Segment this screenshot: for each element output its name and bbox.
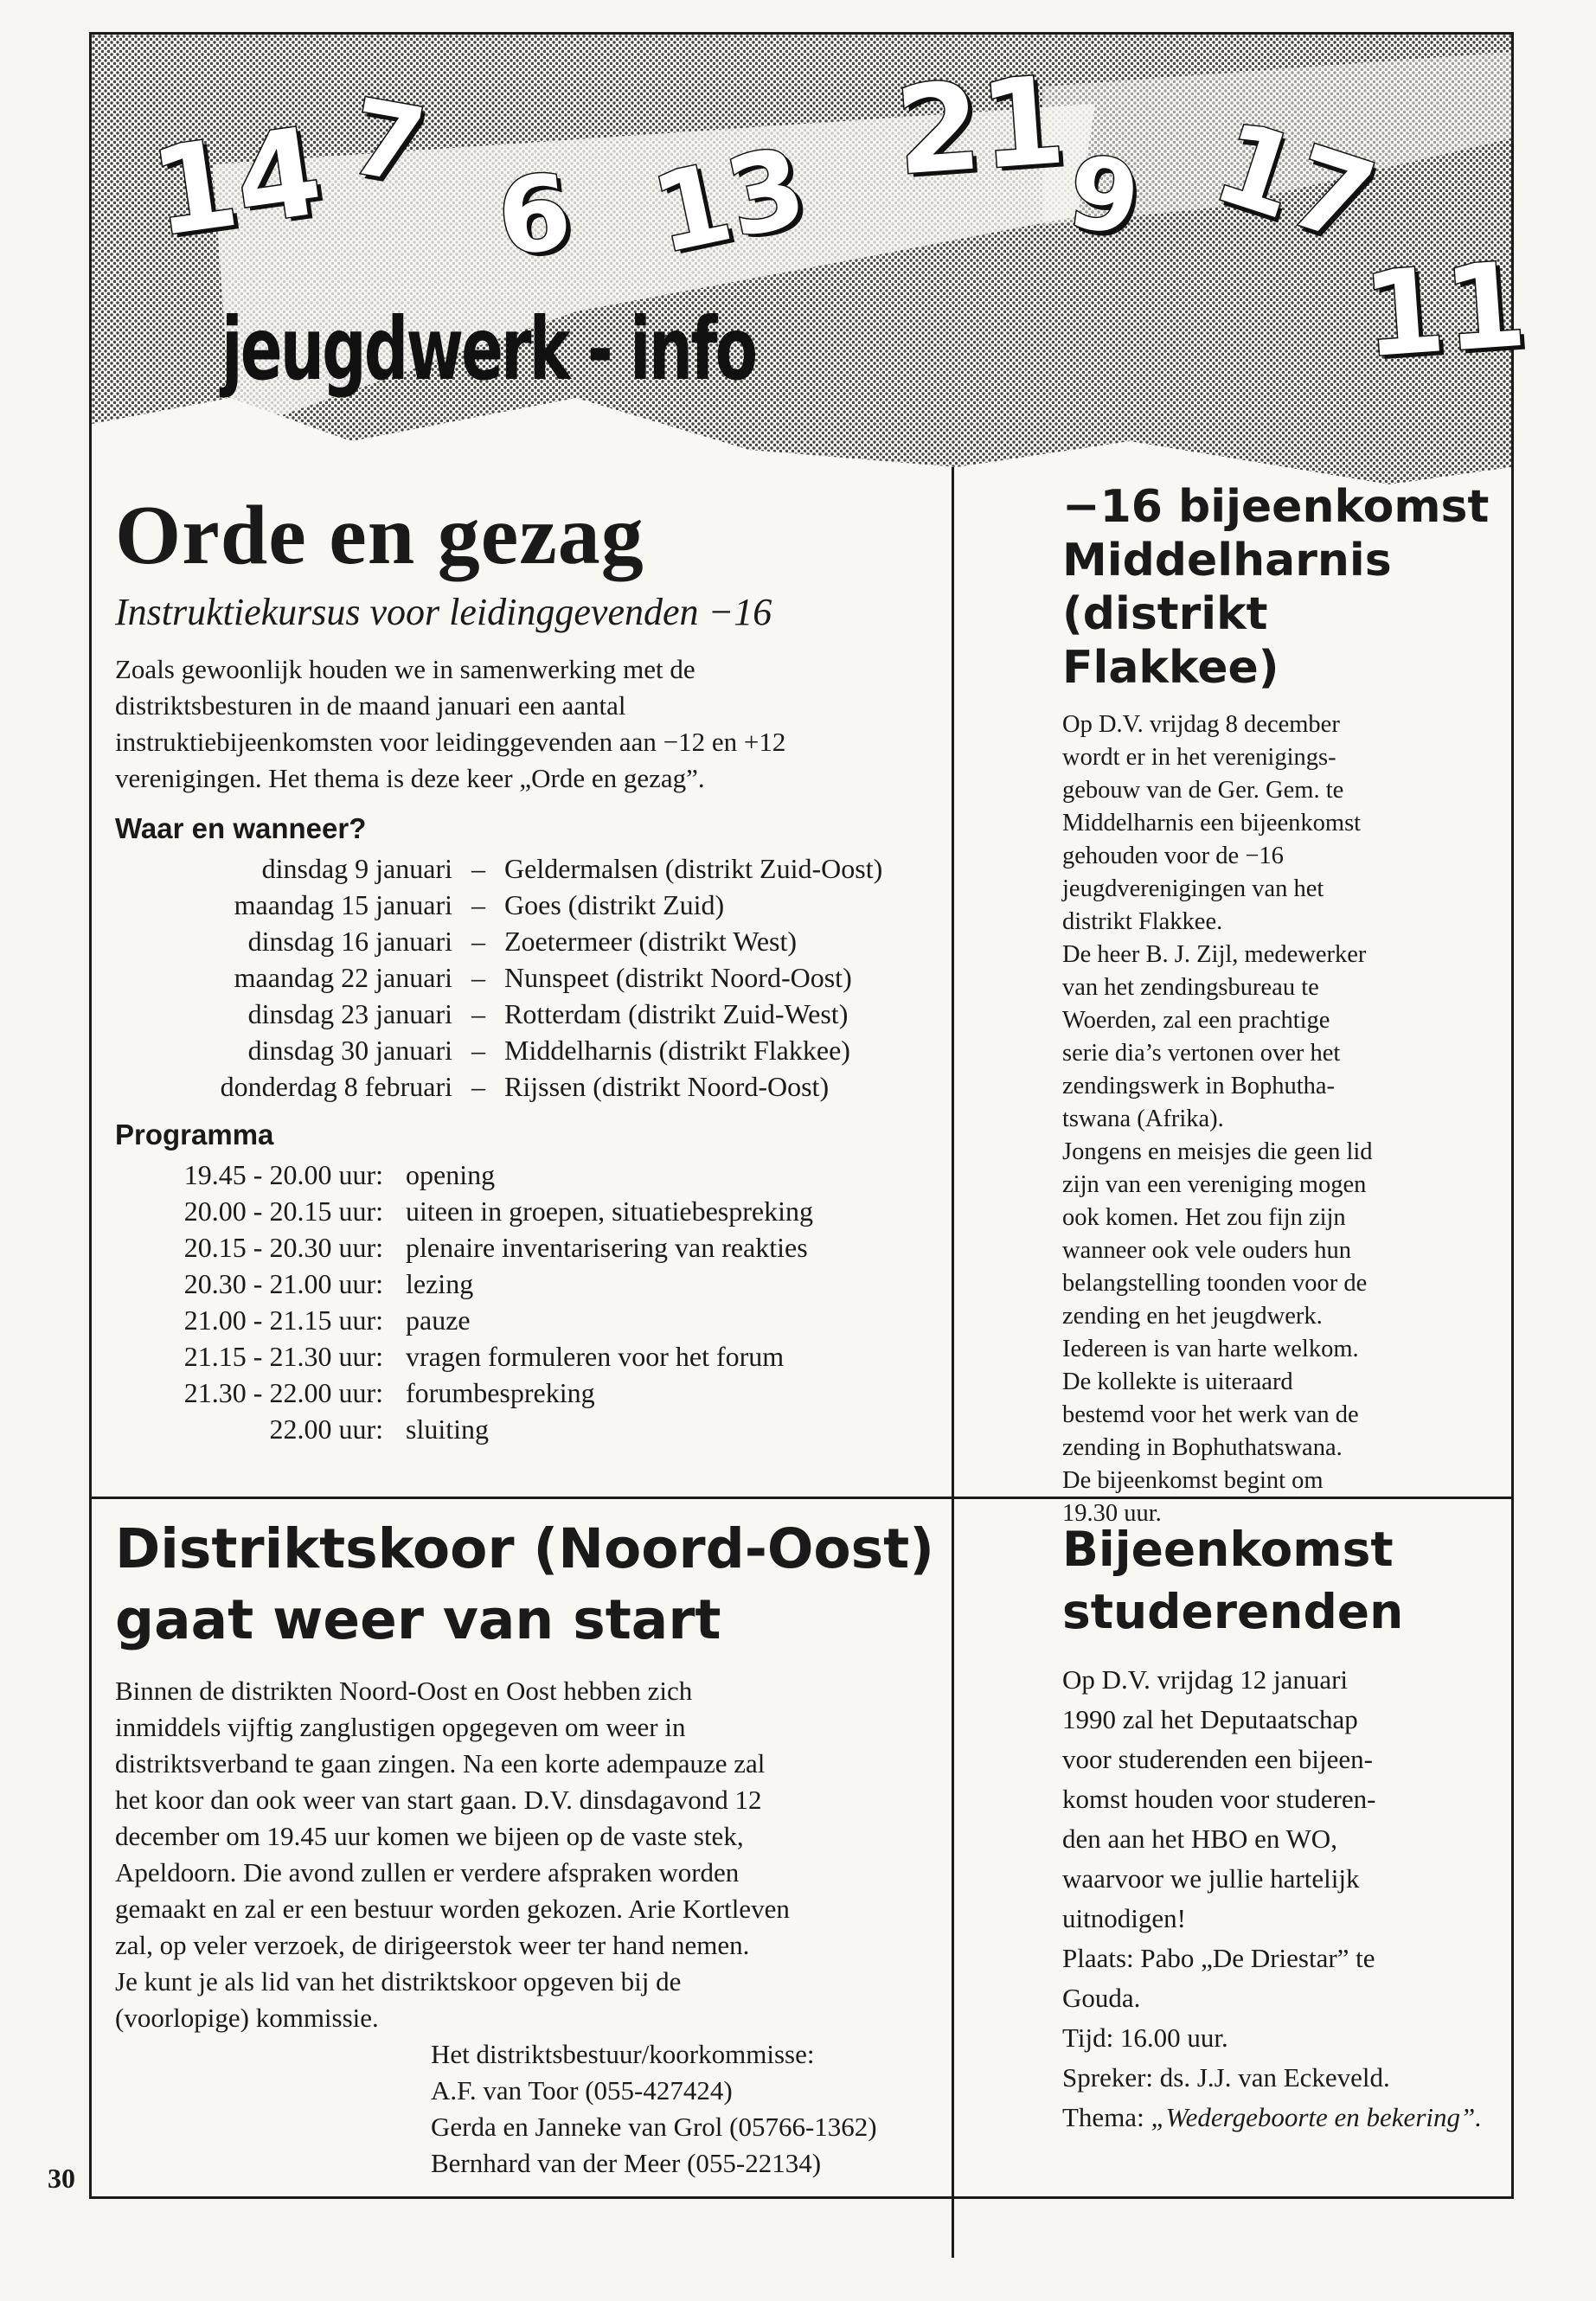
orde-section <box>115 489 937 1447</box>
schedule-date: dinsdag 9 januari <box>261 853 452 884</box>
banner-title: jeugdwerk - info <box>221 298 756 400</box>
banner-number: 6 <box>491 152 577 279</box>
program-heading: Programma <box>115 1118 274 1150</box>
program-item: pauze <box>406 1304 471 1336</box>
program-row <box>115 1375 937 1411</box>
body-line: zal, op veler verzoek, de dirigeerstok weer ter hand nemen. <box>115 1930 750 1960</box>
body-line: gemaakt en zal er een bestuur worden gekozen. Arie Kortleven <box>115 1894 790 1924</box>
schedule-list <box>115 850 937 1105</box>
program-row <box>115 1229 937 1266</box>
koor-signature <box>115 2036 945 2182</box>
schedule-dash: – <box>471 889 485 920</box>
schedule-date: dinsdag 16 januari <box>247 926 452 957</box>
program-row <box>115 1266 937 1302</box>
body-line: Zoals gewoonlijk houden we in samenwerking met de <box>115 654 695 684</box>
body-line: wanneer ook vele ouders hun <box>1062 1237 1351 1264</box>
program-item: vragen formuleren voor het forum <box>406 1341 785 1372</box>
schedule-place: Zoetermeer (distrikt West) <box>504 926 798 957</box>
body-line: De kollekte is uiteraard <box>1062 1368 1293 1395</box>
flakkee-title <box>1062 480 1495 695</box>
schedule-dash: – <box>471 998 485 1029</box>
title-line: studerenden <box>1062 1584 1404 1639</box>
banner-number: 17 <box>1199 95 1389 270</box>
body-line: gebouw van de Ger. Gem. te <box>1062 777 1344 804</box>
body-line: bestemd voor het werk van de <box>1062 1401 1359 1428</box>
body-line: (voorlopige) kommissie. <box>115 2003 379 2033</box>
body-line: Spreker: ds. J.J. van Eckeveld. <box>1062 2062 1390 2093</box>
body-line: De heer B. J. Zijl, medewerker <box>1062 941 1367 968</box>
body-line: ook komen. Het zou fijn zijn <box>1062 1204 1346 1231</box>
program-item: sluiting <box>406 1413 490 1445</box>
body-line: verenigingen. Het thema is deze keer „Orde en gezag”. <box>115 763 705 793</box>
theme-line <box>1062 2098 1495 2138</box>
program-time: 22.00 uur: <box>269 1413 383 1445</box>
flakkee-body <box>1062 708 1495 1530</box>
program-list <box>115 1157 937 1447</box>
studerenden-body <box>1062 1660 1495 2138</box>
body-line: voor studerenden een bijeen- <box>1062 1744 1373 1774</box>
schedule-dash: – <box>471 926 485 957</box>
title-line: Distriktskoor (Noord-Oost) <box>115 1517 935 1580</box>
banner-number: 13 <box>642 124 817 279</box>
schedule-place: Nunspeet (distrikt Noord-Oost) <box>504 962 852 993</box>
body-line: zendingswerk in Bophutha- <box>1062 1073 1336 1099</box>
schedule-date: dinsdag 23 januari <box>247 998 452 1029</box>
program-time: 19.45 - 20.00 uur: <box>183 1159 383 1190</box>
title-line: Middelharnis <box>1062 535 1392 586</box>
schedule-date: donderdag 8 februari <box>220 1071 452 1102</box>
program-time: 20.00 - 20.15 uur: <box>183 1195 383 1227</box>
program-item: forumbespreking <box>406 1377 595 1408</box>
body-line: Middelharnis een bijeenkomst <box>1062 810 1362 836</box>
program-row <box>115 1338 937 1375</box>
body-line: serie dia’s vertonen over het <box>1062 1040 1341 1067</box>
body-line: Je kunt je als lid van het distriktskoor opgeven bij de <box>115 1966 682 1997</box>
body-line: zending in Bophuthatswana. <box>1062 1434 1343 1461</box>
body-line: Op D.V. vrijdag 8 december <box>1062 711 1340 738</box>
program-time: 21.00 - 21.15 uur: <box>183 1304 383 1336</box>
schedule-date: maandag 15 januari <box>234 889 452 920</box>
title-line: gaat weer van start <box>115 1588 721 1651</box>
body-line: van het zendingsbureau te <box>1062 974 1319 1001</box>
program-time: 21.15 - 21.30 uur: <box>183 1341 383 1372</box>
schedule-place: Goes (distrikt Zuid) <box>504 889 725 920</box>
title-line: Bijeenkomst <box>1062 1522 1394 1577</box>
program-row <box>115 1302 937 1338</box>
body-line: tswana (Afrika). <box>1062 1106 1224 1132</box>
body-line: uitnodigen! <box>1062 1903 1186 1933</box>
orde-subtitle: Instruktiekursus voor leidinggevenden −16 <box>115 591 772 633</box>
program-time: 20.15 - 20.30 uur: <box>183 1232 383 1263</box>
where-heading: Waar en wanneer? <box>115 812 367 844</box>
body-line: instruktiebijeenkomsten voor leidinggevenden aan −12 en +12 <box>115 727 786 757</box>
body-line: Gouda. <box>1062 1983 1141 2013</box>
theme-label: Thema: <box>1062 2102 1151 2132</box>
schedule-dash: – <box>471 853 485 884</box>
flakkee-section <box>1062 480 1495 1530</box>
schedule-dash: – <box>471 962 485 993</box>
program-time: 20.30 - 21.00 uur: <box>183 1268 383 1299</box>
studerenden-title <box>1062 1518 1495 1643</box>
schedule-place: Rotterdam (distrikt Zuid-West) <box>504 998 849 1029</box>
program-item: opening <box>406 1159 496 1190</box>
body-line: 19.30 uur. <box>1062 1500 1162 1527</box>
title-line: −16 bijeenkomst <box>1062 481 1490 533</box>
body-line: 1990 zal het Deputaatschap <box>1062 1704 1358 1734</box>
schedule-place: Rijssen (distrikt Noord-Oost) <box>504 1071 830 1102</box>
signature-line: A.F. van Toor (055-427424) <box>431 2075 733 2106</box>
program-item: plenaire inventarisering van reakties <box>406 1232 808 1263</box>
program-time: 21.30 - 22.00 uur: <box>183 1377 383 1408</box>
banner-number: 14 <box>143 101 330 265</box>
schedule-row <box>115 887 937 923</box>
schedule-date: dinsdag 30 januari <box>247 1035 452 1066</box>
schedule-date: maandag 22 januari <box>234 962 452 993</box>
page-number: 30 <box>48 2163 75 2194</box>
body-line: december om 19.45 uur komen we bijeen op de vaste stek, <box>115 1821 744 1851</box>
program-item: uiteen in groepen, situatiebespreking <box>406 1195 813 1227</box>
body-line: komst houden voor studeren- <box>1062 1784 1376 1814</box>
orde-title: Orde en gezag <box>115 489 644 582</box>
body-line: Jongens en meisjes die geen lid <box>1062 1138 1373 1165</box>
schedule-dash: – <box>471 1035 485 1066</box>
banner <box>92 35 1531 484</box>
banner-number: 21 <box>891 50 1070 203</box>
body-line: het koor dan ook weer van start gaan. D.V. dinsdagavond 12 <box>115 1785 762 1815</box>
body-line: gehouden voor de −16 <box>1062 843 1284 869</box>
program-item: lezing <box>406 1268 474 1299</box>
column-divider <box>952 467 954 2258</box>
signature-line: Gerda en Janneke van Grol (05766-1362) <box>431 2112 877 2142</box>
body-line: waarvoor we jullie hartelijk <box>1062 1863 1360 1894</box>
schedule-row <box>115 1068 937 1105</box>
signature-line: Bernhard van der Meer (055-22134) <box>431 2148 822 2178</box>
body-line: jeugdverenigingen van het <box>1062 875 1324 902</box>
body-line: Iedereen is van harte welkom. <box>1062 1336 1359 1362</box>
studerenden-section <box>1062 1518 1495 2138</box>
banner-number: 9 <box>1061 134 1146 259</box>
banner-number: 11 <box>1358 236 1531 384</box>
body-line: distriktsbesturen in de maand januari een aantal <box>115 690 626 721</box>
koor-title <box>115 1514 945 1656</box>
body-line: distriktsverband te gaan zingen. Na een korte adempauze zal <box>115 1748 766 1779</box>
body-line: distrikt Flakkee. <box>1062 908 1223 935</box>
title-line: (distrikt Flakkee) <box>1062 588 1279 694</box>
body-line: zijn van een vereniging mogen <box>1062 1171 1367 1198</box>
program-row <box>115 1411 937 1447</box>
body-line: belangstelling toonden voor de <box>1062 1270 1368 1297</box>
orde-intro <box>115 651 937 797</box>
body-line: zending en het jeugdwerk. <box>1062 1303 1323 1330</box>
program-row <box>115 1157 937 1193</box>
schedule-row <box>115 1032 937 1068</box>
body-line: Tijd: 16.00 uur. <box>1062 2022 1228 2053</box>
theme-value: „Wedergeboorte en bekering”. <box>1151 2102 1482 2132</box>
body-line: Apeldoorn. Die avond zullen er verdere afspraken worden <box>115 1857 740 1888</box>
body-line: De bijeenkomst begint om <box>1062 1467 1324 1494</box>
schedule-row <box>115 959 937 996</box>
schedule-place: Geldermalsen (distrikt Zuid-Oost) <box>504 853 883 884</box>
body-line: wordt er in het verenigings- <box>1062 744 1336 771</box>
signature-line: Het distriktsbestuur/koorkommisse: <box>431 2039 815 2069</box>
schedule-place: Middelharnis (distrikt Flakkee) <box>504 1035 850 1066</box>
banner-number: 7 <box>341 76 433 208</box>
program-row <box>115 1193 937 1229</box>
body-line: Op D.V. vrijdag 12 januari <box>1062 1664 1349 1695</box>
koor-body <box>115 1673 945 2036</box>
body-line: Binnen de distrikten Noord-Oost en Oost hebben zich <box>115 1676 693 1706</box>
body-line: Woerden, zal een prachtige <box>1062 1007 1330 1034</box>
body-line: den aan het HBO en WO, <box>1062 1823 1337 1854</box>
schedule-dash: – <box>471 1071 485 1102</box>
body-line: Plaats: Pabo „De Driestar” te <box>1062 1943 1375 1973</box>
schedule-row <box>115 996 937 1032</box>
schedule-row <box>115 850 937 887</box>
koor-section <box>115 1514 945 2182</box>
body-line: inmiddels vijftig zanglustigen opgegeven om weer in <box>115 1712 686 1742</box>
schedule-row <box>115 923 937 959</box>
